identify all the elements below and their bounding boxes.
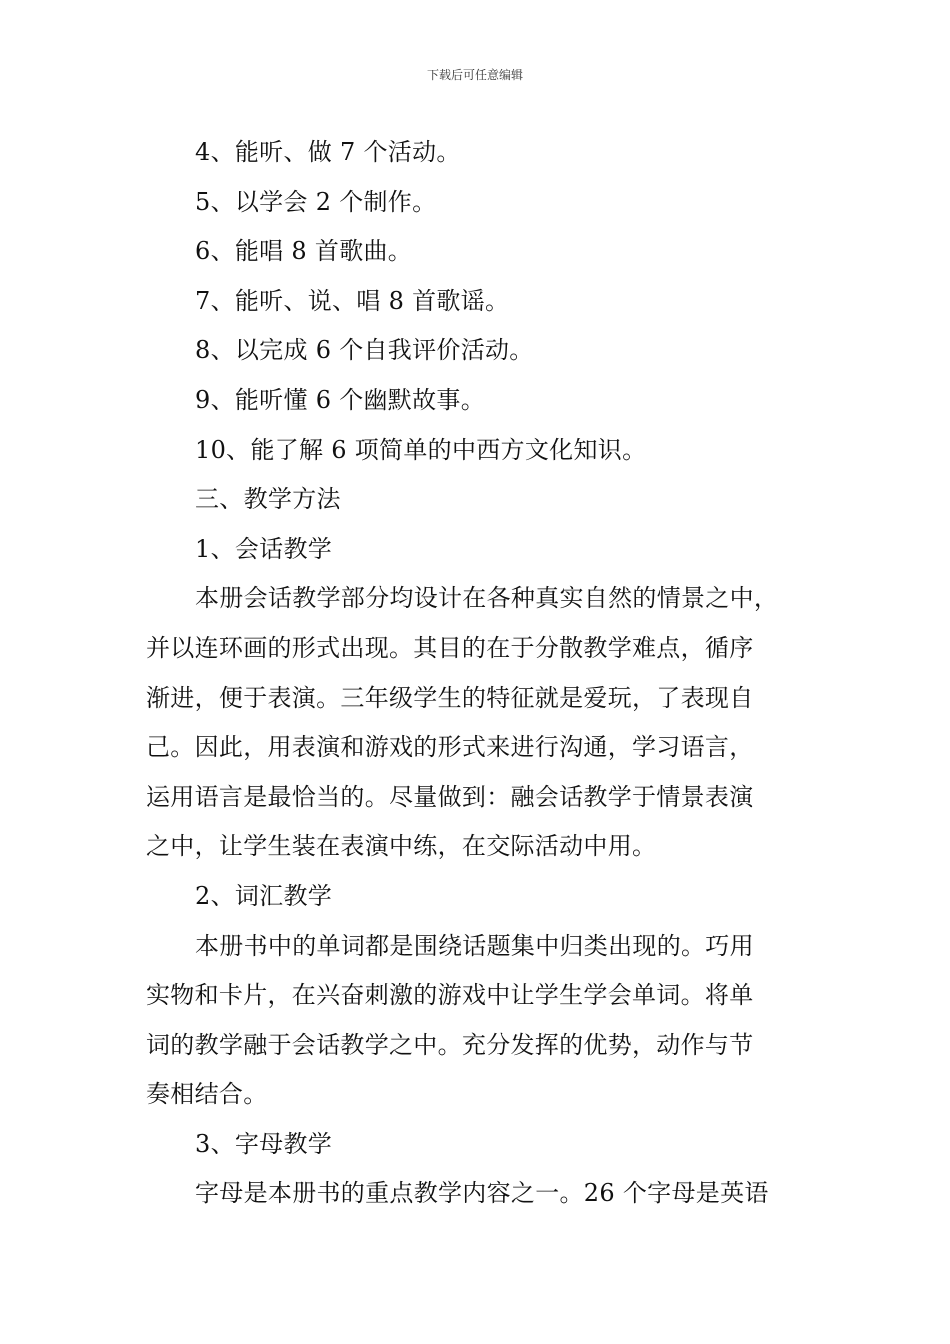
paragraph-line: 奏相结合。: [146, 1080, 268, 1109]
paragraph-line: 本册书中的单词都是围绕话题集中归类出现的。巧用: [195, 931, 754, 960]
list-item: 9、能听懂 6 个幽默故事。: [195, 385, 485, 414]
paragraph-line: 本册会话教学部分均设计在各种真实自然的情景之中，: [195, 584, 779, 613]
paragraph-line: 实物和卡片，在兴奋刺激的游戏中让学生学会单词。将单: [146, 981, 754, 1010]
list-item: 7、能听、说、唱 8 首歌谣。: [195, 286, 510, 315]
paragraph-line: 之中，让学生装在表演中练，在交际活动中用。: [146, 832, 657, 861]
list-item: 10、能了解 6 项简单的中西方文化知识。: [195, 435, 647, 464]
paragraph-line: 己。因此，用表演和游戏的形式来进行沟通，学习语言，: [146, 733, 754, 762]
list-item: 5、以学会 2 个制作。: [195, 187, 437, 216]
paragraph-line: 词的教学融于会话教学之中。充分发挥的优势，动作与节: [146, 1030, 754, 1059]
document-body: [146, 128, 810, 1219]
section-heading: 三、教学方法: [195, 485, 341, 514]
list-item: 4、能听、做 7 个活动。: [195, 138, 461, 166]
list-item: 8、以完成 6 个自我评价活动。: [195, 336, 534, 365]
subsection-heading: 1、会话教学: [195, 534, 333, 563]
paragraph-line: 字母是本册书的重点教学内容之一。26 个字母是英语: [195, 1179, 769, 1208]
list-item: 6、能唱 8 首歌曲。: [195, 237, 413, 266]
paragraph-line: 并以连环画的形式出现。其目的在于分散教学难点，循序: [146, 633, 754, 662]
paragraph-line: 运用语言是最恰当的。尽量做到：融会话教学于情景表演: [146, 782, 754, 811]
page-header-note: 下载后可任意编辑: [426, 68, 523, 82]
subsection-heading: 3、字母教学: [195, 1129, 333, 1158]
subsection-heading: 2、词汇教学: [195, 881, 333, 910]
paragraph-line: 渐进，便于表演。三年级学生的特征就是爱玩，了表现自: [146, 683, 754, 712]
